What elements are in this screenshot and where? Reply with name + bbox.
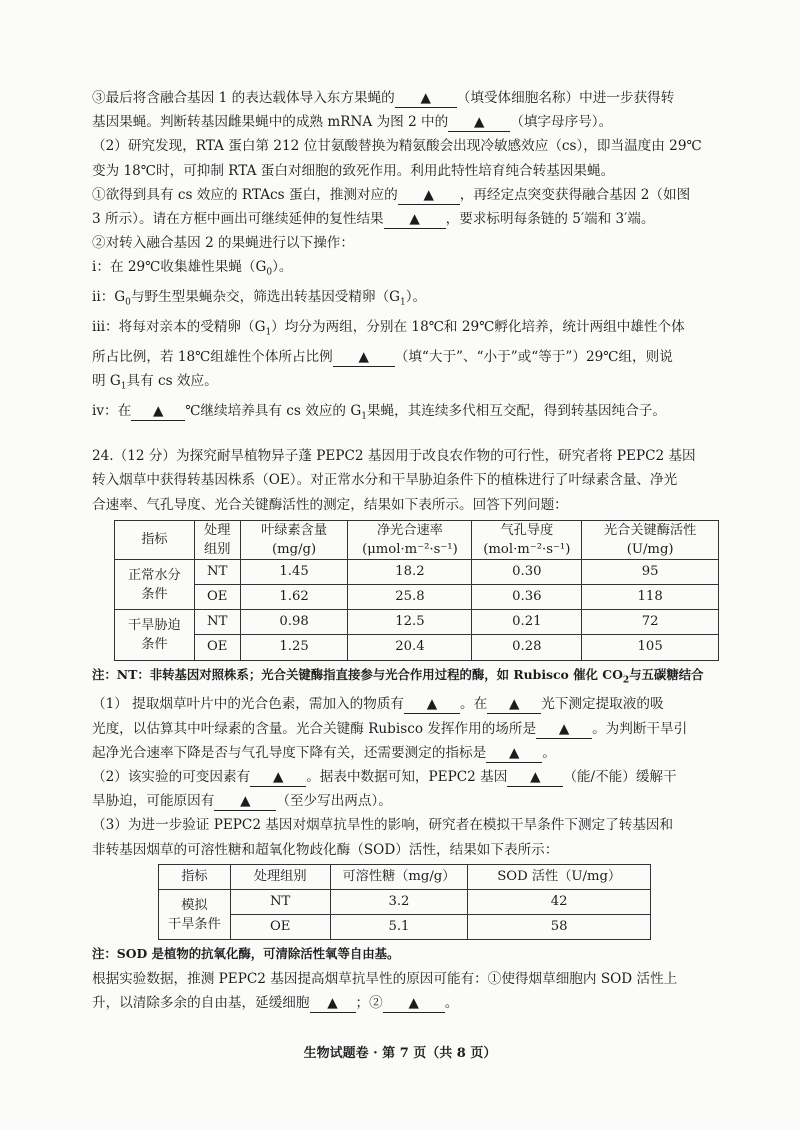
table-sod-data	[158, 864, 651, 941]
q24-heading-line-3: 合速率、气孔导度、光合关键酶活性的测定，结果如下表所示。回答下列问题：	[92, 496, 568, 513]
answer-blank[interactable]: ▲	[536, 720, 592, 739]
condition-cell: 干旱胁迫 条件	[115, 610, 195, 660]
condition-cell: 正常水分 条件	[115, 559, 195, 609]
answer-blank[interactable]: ▲	[486, 744, 542, 763]
q23-line-11: 所占比例，若 18℃组雄性个体所占比例 ▲ （填“大于”、“小于”或“等于”）29℃组，则说	[92, 349, 673, 366]
q23-line-3: （2）研究发现，RTA 蛋白第 212 位甘氨酸替换为精氨酸会出现冷敏感效应（cs），即当温度由 29℃	[92, 138, 702, 155]
header-net-photosynthesis: 净光合速率 (μmol·m⁻²·s⁻¹)	[348, 520, 472, 559]
table-row	[115, 585, 719, 610]
q23-line-4: 变为 18℃时，可抑制 RTA 蛋白对细胞的致死作用。利用此特性培育纯合转基因果蝇。	[92, 162, 615, 179]
table-cell: NT	[194, 610, 240, 635]
header-soluble-sugar: 可溶性糖（mg/g）	[330, 864, 468, 889]
table-cell: 105	[582, 635, 719, 660]
q23-line-1: ③最后将含融合基因 1 的表达载体导入东方果蝇的 ▲ （填受体细胞名称）中进一步获得转	[92, 90, 675, 106]
answer-blank[interactable]: ▲	[250, 768, 306, 787]
table-photosynthesis-data	[114, 520, 719, 661]
q24-sub-1-line-1: （1） 提取烟草叶片中的光合色素，需加入的物质有 ▲ 。在 ▲ 光下测定提取液的吸	[92, 696, 664, 713]
table-cell: 25.8	[348, 585, 472, 610]
table-cell: 0.30	[472, 559, 582, 584]
q23-line-7: ②对转入融合基因 2 的果蝇进行以下操作：	[92, 235, 354, 252]
table-cell: 42	[468, 889, 651, 914]
table-row	[115, 635, 719, 660]
table-cell: 12.5	[348, 610, 472, 635]
header-sod-activity: SOD 活性（U/mg）	[468, 864, 651, 889]
q23-line-6: 3 所示）。请在方框中画出可继续延伸的复性结果 ▲ ，要求标明每条链的 5′端和 3′端。	[92, 211, 655, 228]
table-cell: 95	[582, 559, 719, 584]
answer-blank[interactable]: ▲	[384, 210, 446, 229]
table-row	[115, 559, 719, 584]
table-note-1: 注：NT：非转基因对照株系；光合关键酶指直接参与光合作用过程的酶，如 Rubisco 催化 $CO_2$与五碳糖结合	[92, 666, 704, 686]
q24-heading-line-2: 转入烟草中获得转基因株系（OE）。对正常水分和干旱胁迫条件下的植株进行了叶绿素含量、净光	[92, 472, 678, 489]
header-group: 处理组别	[230, 864, 330, 889]
header-chlorophyll: 叶绿素含量 (mg/g)	[240, 520, 348, 559]
table-row	[159, 915, 651, 940]
header-stomatal-conductance: 气孔导度 (mol·m⁻²·s⁻¹)	[472, 520, 582, 559]
table-cell: OE	[194, 635, 240, 660]
q23-line-5: ①欲得到具有 cs 效应的 RTAcs 蛋白，推测对应的 ▲ ，再经定点突变获得融合基因 2（如图	[92, 186, 691, 203]
answer-blank[interactable]: ▲	[448, 113, 510, 132]
table-cell: 0.36	[472, 585, 582, 610]
answer-blank[interactable]: ▲	[333, 348, 395, 367]
table-cell: 1.45	[240, 559, 348, 584]
q24-sub-1-line-2: 光度，以估算其中叶绿素的含量。光合关键酶 Rubisco 发挥作用的场所是 ▲ 。为判断干旱引	[92, 720, 688, 737]
answer-blank[interactable]: ▲	[395, 89, 457, 108]
q24-sub-2-line-2: 旱胁迫，可能原因有 ▲ （至少写出两点）。	[92, 793, 392, 810]
q23-line-9: ii：$G_0$与野生型果蝇杂交，筛选出转基因受精卵$(G_1)$。	[92, 289, 427, 309]
header-indicator: 指标	[159, 864, 231, 889]
answer-blank[interactable]: ▲	[310, 994, 356, 1013]
q24-sub-2-line-1: （2）该实验的可变因素有 ▲ 。据表中数据可知，PEPC2 基因 ▲ （能/不能）缓解干	[92, 768, 677, 785]
q23-line-10: iii：将每对亲本的受精卵$(G_1)$均分为两组，分别在 18℃和 29℃孵化培养，统计两组中雄性个体	[92, 319, 685, 338]
q23-line-2: 基因果蝇。判断转基因雌果蝇中的成熟 mRNA 为图 2 中的 ▲ （填字母序号）。	[92, 114, 613, 131]
answer-blank[interactable]: ▲	[398, 186, 460, 205]
answer-blank[interactable]: ▲	[487, 695, 541, 714]
header-enzyme-activity: 光合关键酶活性 (U/mg)	[582, 520, 719, 559]
answer-blank[interactable]: ▲	[383, 994, 445, 1013]
answer-blank[interactable]: ▲	[404, 695, 460, 714]
header-indicator: 指标	[115, 520, 195, 559]
answer-blank[interactable]: ▲	[131, 402, 185, 421]
table-cell: 1.25	[240, 635, 348, 660]
q24-sub-3-line-3: 根据实验数据，推测 PEPC2 基因提高烟草抗旱性的原因可能有：①使得烟草细胞内 SOD 活性上	[92, 970, 678, 987]
q23-line-13: iv：在 ▲ ℃继续培养具有 cs 效应的 $G_1$果蝇，其连续多代相互交配，得到转基因纯合子。	[92, 403, 666, 423]
q24-heading-line-1: 24.（12 分）为探究耐旱植物异子蓬 PEPC2 基因用于改良农作物的可行性，研究者将 PEPC2 基因	[92, 448, 696, 465]
q23-line-12: 明 $G_1$具有 cs 效应。	[92, 373, 218, 393]
table-row	[159, 889, 651, 914]
table-row	[115, 610, 719, 635]
table-cell: 58	[468, 915, 651, 940]
table-cell: 18.2	[348, 559, 472, 584]
table-cell: 1.62	[240, 585, 348, 610]
answer-blank[interactable]: ▲	[214, 792, 276, 811]
table-header-row	[159, 864, 651, 889]
page-footer: 生物试题卷 · 第 7 页（共 8 页）	[303, 1046, 497, 1061]
exam-page	[92, 86, 718, 1015]
q24-sub-3-line-4: 升，以清除多余的自由基，延缓细胞 ▲ ；② ▲ 。	[92, 994, 459, 1011]
table-cell: 0.98	[240, 610, 348, 635]
table-cell: 20.4	[348, 635, 472, 660]
table-cell: NT	[194, 559, 240, 584]
q24-sub-3-line-1: （3）为进一步验证 PEPC2 基因对烟草抗旱性的影响，研究者在模拟干旱条件下测定了转基因和	[92, 817, 674, 834]
table-cell: OE	[194, 585, 240, 610]
table-note-2: 注：SOD 是植物的抗氧化酶，可清除活性氧等自由基。	[92, 946, 400, 962]
q23-line-8: i：在 29℃收集雄性果蝇$(G_0)$。	[92, 259, 293, 279]
table-cell: OE	[230, 915, 330, 940]
table-cell: 118	[582, 585, 719, 610]
header-group: 处理 组别	[194, 520, 240, 559]
condition-cell: 模拟 干旱条件	[159, 889, 231, 939]
table-cell: 0.28	[472, 635, 582, 660]
answer-blank[interactable]: ▲	[507, 768, 563, 787]
q24-sub-1-line-3: 起净光合速率下降是否与气孔导度下降有关，还需要测定的指标是 ▲ 。	[92, 744, 556, 761]
table-header-row	[115, 520, 719, 559]
table-cell: NT	[230, 889, 330, 914]
table-cell: 5.1	[330, 915, 468, 940]
table-cell: 72	[582, 610, 719, 635]
q24-sub-3-line-2: 非转基因烟草的可溶性糖和超氧化物歧化酶（SOD）活性，结果如下表所示：	[92, 841, 559, 858]
table-cell: 0.21	[472, 610, 582, 635]
table-cell: 3.2	[330, 889, 468, 914]
